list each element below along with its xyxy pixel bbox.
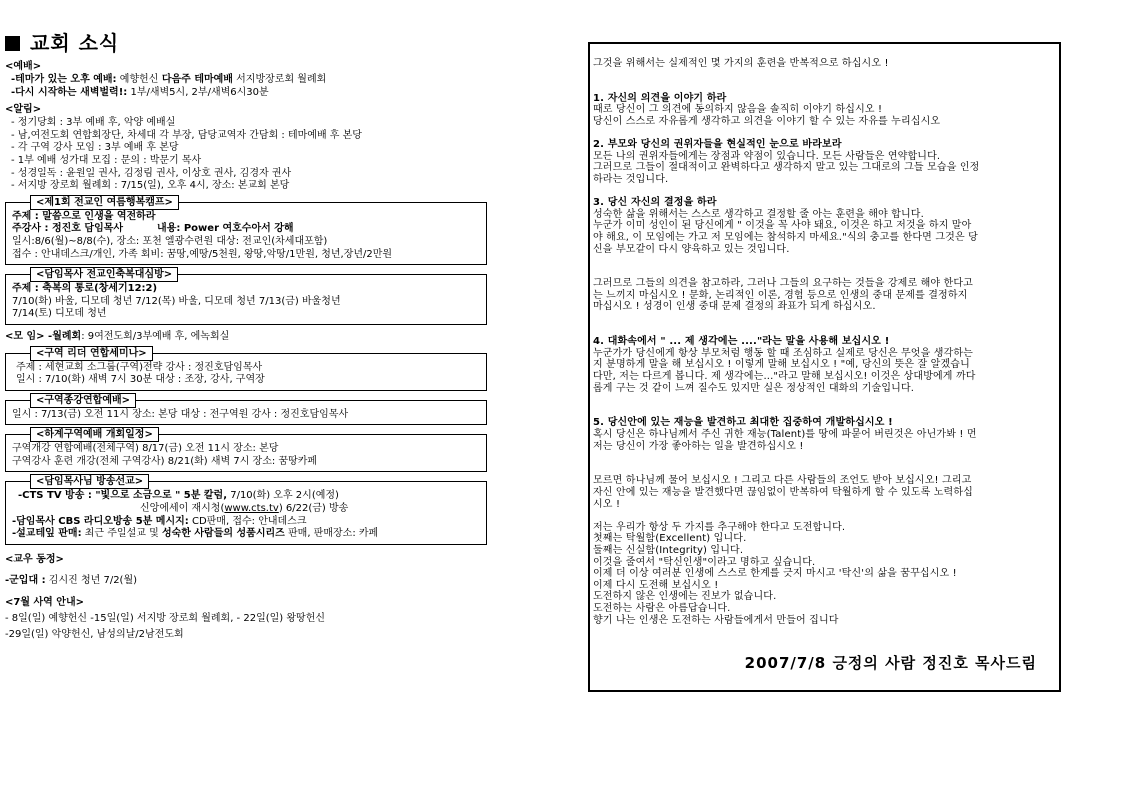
column-blank-line	[593, 313, 1059, 325]
broadcast-cts: -CTS TV 방송 : "빛으로 소금으로 " 5분 칼럼, 7/10(화) 오후 2시(예정)	[18, 490, 339, 502]
column-blank-line	[593, 267, 1059, 279]
notice-heading: <알림>	[5, 104, 42, 116]
page-title	[5, 30, 495, 56]
notice-item: - 1부 예배 성가대 모집 : 문의 : 박문기 목사	[11, 154, 202, 166]
summer-camp-legend: <제1회 전교인 여름행복캠프>	[30, 195, 179, 210]
notice-item: - 각 구역 강사 모임 : 3부 예배 후 본당	[11, 142, 179, 154]
column-line: 둘째는 신실함(Integrity) 입니다.	[593, 544, 744, 556]
notice-item: - 성경일독 : 윤원일 권사, 김정림 권사, 이상호 권사, 김경자 권사	[11, 167, 292, 179]
column-line: 하라는 것입니다.	[593, 173, 669, 185]
church-news-column	[5, 30, 495, 642]
column-heading: 4. 대화속에서 " ... 제 생각에는 ...."라는 말을 사용해 보십시오 !	[593, 336, 890, 348]
column-blank-line	[593, 81, 1059, 93]
july-line: -29일(일) 악양헌신, 남성의날/2남전도회	[5, 629, 184, 641]
july-heading: <7월 사역 안내>	[5, 597, 84, 609]
summer-camp-box	[5, 196, 487, 265]
pastor-column-text	[593, 58, 1059, 626]
column-blank-line	[593, 186, 1059, 198]
column-line: 혹시 당신은 하나님께서 주신 귀한 재능(Talent)를 땅에 파묻어 버린것은 아닌가봐 ! 먼	[593, 429, 977, 440]
pastor-column-box	[588, 42, 1061, 692]
column-line: 그것을 위해서는 실제적인 몇 가지의 훈련을 반복적으로 하십시오 !	[593, 58, 889, 69]
notice-item: - 서지방 장로회 월례회 : 7/15(일), 오후 4시, 장소: 본교회 본당	[11, 180, 290, 192]
column-line: 도전하는 사람은 아름답습니다.	[593, 602, 731, 614]
leader-seminar-box	[5, 347, 487, 391]
column-heading: 1. 자신의 의견을 이야기 하라	[593, 92, 727, 104]
broadcast-essay: 신앙에세이 재시청(www.cts.tv) 6/22(금) 방송	[140, 503, 349, 515]
column-line: 신을 부모같이 다시 양육하고 있는 것입니다.	[593, 243, 790, 255]
camp-registration: 접수 : 안내데스크/개인, 가족 회비: 꿈땅,예땅/5천원, 왕땅,악땅/1만원, 청년,장년/2만원	[12, 248, 393, 260]
column-heading: 3. 당신 자신의 결정을 하라	[593, 197, 717, 209]
column-line: 도전하지 않은 인생에는 진보가 없습니다.	[593, 591, 777, 603]
column-line: 다만, 저는 다르게 봅니다. 제 생각에는..."라고 말해 보십시오! 이것은 상대방에게 까다	[593, 371, 976, 383]
july-line: - 8일(일) 예향헌신 -15일(일) 서지방 장로회 월례회, - 22일(일) 왕땅헌신	[5, 613, 326, 625]
worship-line-1: -테마가 있는 오후 예배: 예향헌신 다음주 테마예배 서지방장로회 월례회	[11, 74, 327, 85]
column-line: 모르면 하나님께 물어 보십시오 ! 그리고 다른 사람들의 조언도 받아 보십시오! 그리고	[593, 475, 972, 487]
leader-seminar-legend: <구역 리더 연합세미나>	[30, 346, 153, 361]
broadcast-tapes: -설교테잎 판매: 최근 주일설교 및 성숙한 사람들의 성품시리즈 판매, 판매장소: 카페	[12, 528, 379, 540]
column-heading: 5. 당신안에 있는 재능을 발견하고 최대한 집중하여 개발하십시오 !	[593, 417, 893, 429]
broadcast-cbs: -담임목사 CBS 라디오방송 5분 메시지: CD판매, 접수: 안내데스크	[12, 515, 307, 527]
visit-theme: 주제 : 축복의 통로(창세기12:2)	[12, 283, 158, 295]
column-line: 이것을 줄여서 "탁신인생"이라고 명하고 싶습니다.	[593, 556, 816, 568]
pastor-visit-box	[5, 269, 487, 325]
column-line: 지 분명하게 말을 해 보십시오 ! 이렇게 말해 보십시오 ! "예, 당신의 뜻은 잘 알겠습니	[593, 359, 970, 371]
column-blank-line	[593, 510, 1059, 522]
worship-line-2: -다시 시작하는 새벽벌력!: 1부/새벽5시, 2부/새벽6시30분	[11, 86, 269, 98]
group-closing-legend: <구역종강연합예배>	[30, 393, 136, 408]
broadcast-legend: <담임목사님 방송선교>	[30, 474, 149, 489]
notice-item: - 남,여전도회 연합회장단, 차세대 각 부장, 담당교역자 간담회 : 테마예배 후 본당	[11, 129, 362, 141]
column-blank-line	[593, 70, 1059, 82]
column-line: 자신 안에 있는 재능을 발견했다면 끊임없이 반복하여 탁월하게 할 수 있도록 노력하십	[593, 486, 973, 498]
summer-schedule-legend: <하계구역예배 개회일정>	[30, 427, 159, 442]
column-line: 야 해요, 이 모임에는 가고 저 모임에는 참석하지 마세요."식의 충고를 한다면 그것은 당	[593, 231, 978, 243]
column-line: 그러므로 그들의 의견을 참고하라, 그러나 그들의 요구하는 것들을 강제로 해야 한다고	[593, 278, 973, 290]
summer-schedule-item: 구역강사 훈련 개강(전체 구역강사) 8/21(화) 새벽 7시 장소: 꿈땅카페	[12, 455, 318, 467]
column-blank-line	[593, 452, 1059, 464]
column-line: 누군가 이미 성인이 된 당신에게 " 이것을 꼭 사야 돼요, 이것은 하고 저것을 하지 말아	[593, 220, 972, 232]
visit-schedule: 7/14(토) 디모데 청년	[12, 308, 107, 320]
column-line: 성숙한 삶을 위해서는 스스로 생각하고 결정할 줄 아는 훈련을 해야 합니다.	[593, 208, 924, 220]
column-line: 때로 당신이 그 의견에 동의하지 않음을 솔직히 이야기 하십시오 !	[593, 104, 883, 116]
group-closing-box	[5, 394, 487, 426]
broadcast-box	[5, 476, 487, 544]
column-line: 는 느끼지 마십시오 ! 문화, 논리적인 이론, 경험 등으로 인생의 중대 문제를 결정하지	[593, 289, 968, 301]
column-blank-line	[593, 406, 1059, 418]
members-line: -군입대 : 김시진 청년 7/2(월)	[5, 574, 138, 586]
column-heading: 2. 부모와 당신의 권위자들을 현실적인 눈으로 바라보라	[593, 139, 842, 151]
summer-schedule-item: 구역개강 연합예배(전체구역) 8/17(금) 오전 11시 장소: 본당	[12, 443, 279, 455]
column-line: 저는 당신이 가장 좋아하는 일을 발견하십시오 !	[593, 440, 804, 452]
column-blank-line	[593, 464, 1059, 476]
column-line: 시오 !	[593, 498, 621, 510]
column-line: 누군가가 당신에게 항상 부모처럼 행동 할 때 조심하고 실제로 당신은 무엇을 생각하는	[593, 347, 973, 359]
seminar-schedule: 일시 : 7/10(화) 새벽 7시 30분 대상 : 조장, 강사, 구역장	[16, 374, 265, 386]
column-blank-line	[593, 128, 1059, 140]
camp-theme: 주제 : 말씀으로 인생을 역전하라	[12, 210, 156, 222]
column-line: 모든 나의 권위자들에게는 장점과 약점이 있습니다. 모든 사람들은 연약합니다.	[593, 150, 941, 162]
camp-schedule: 일시:8/6(월)~8/8(수), 장소: 포천 엘광수련원 대상: 전교인(차세대포함)	[12, 235, 328, 247]
seminar-theme: 주제 : 세현교회 소그룹(구역)전략 강사 : 정진호담임목사	[16, 361, 263, 373]
group-closing-info: 일시 : 7/13(금) 오전 11시 장소: 본당 대상 : 전구역원 강사 : 정진호담임목사	[12, 408, 349, 420]
column-line: 마십시오 ! 성경이 인생 중대 문제 결정의 좌표가 되게 하십시오.	[593, 301, 876, 313]
summer-schedule-box	[5, 429, 487, 472]
column-line: 롭게 구는 것 같이 느껴 질수도 있지만 실은 정상적인 대화의 기술입니다.	[593, 382, 915, 394]
column-line: 그러므로 그들이 절대적이고 완벽하다고 생각하지 말고 있는 그대로의 그들 모습을 인정	[593, 162, 980, 174]
pastor-signature: 2007/7/8 긍정의 사람 정진호 목사드림	[744, 654, 1037, 673]
members-heading: <교우 동정>	[5, 553, 64, 565]
column-line: 이제 더 이상 여러분 인생에 스스로 한계를 긋지 마시고 '탁신'의 삶을 꿈꾸십시오 !	[593, 568, 957, 580]
column-line: 당신이 스스로 자유롭게 생각하고 의견을 이야기 할 수 있는 자유를 누리십시오	[593, 115, 941, 127]
column-blank-line	[593, 394, 1059, 406]
camp-speaker: 주강사 : 정진호 담임목사 내용: Power 여호수아서 강해	[12, 223, 294, 235]
column-line: 이제 다시 도전해 보십시오 !	[593, 579, 719, 591]
visit-schedule: 7/10(화) 바울, 디모데 청년 7/12(목) 바울, 디모데 청년 7/13(금) 바울청년	[12, 295, 341, 307]
notice-item: - 정기당회 : 3부 예배 후, 악양 예배실	[11, 117, 176, 129]
column-line: 저는 우리가 항상 두 가지를 추구해야 한다고 도전합니다.	[593, 521, 846, 533]
column-line: 향기 나는 인생은 도전하는 사람들에게서 만들어 집니다	[593, 614, 839, 626]
page-title-text: 교회 소식	[30, 30, 120, 55]
worship-heading: <예배>	[5, 61, 42, 72]
pastor-visit-legend: <담임목사 전교인축복대심방>	[30, 267, 178, 282]
column-line: 첫째는 탁월함(Excellent) 입니다.	[593, 533, 747, 545]
cts-link[interactable]: www.cts.tv	[224, 503, 279, 515]
meeting-line: <모 임> -월례회: 9여전도회/3부예배 후, 에녹회실	[5, 330, 230, 342]
black-square-icon	[5, 36, 20, 51]
column-blank-line	[593, 325, 1059, 337]
column-blank-line	[593, 255, 1059, 267]
